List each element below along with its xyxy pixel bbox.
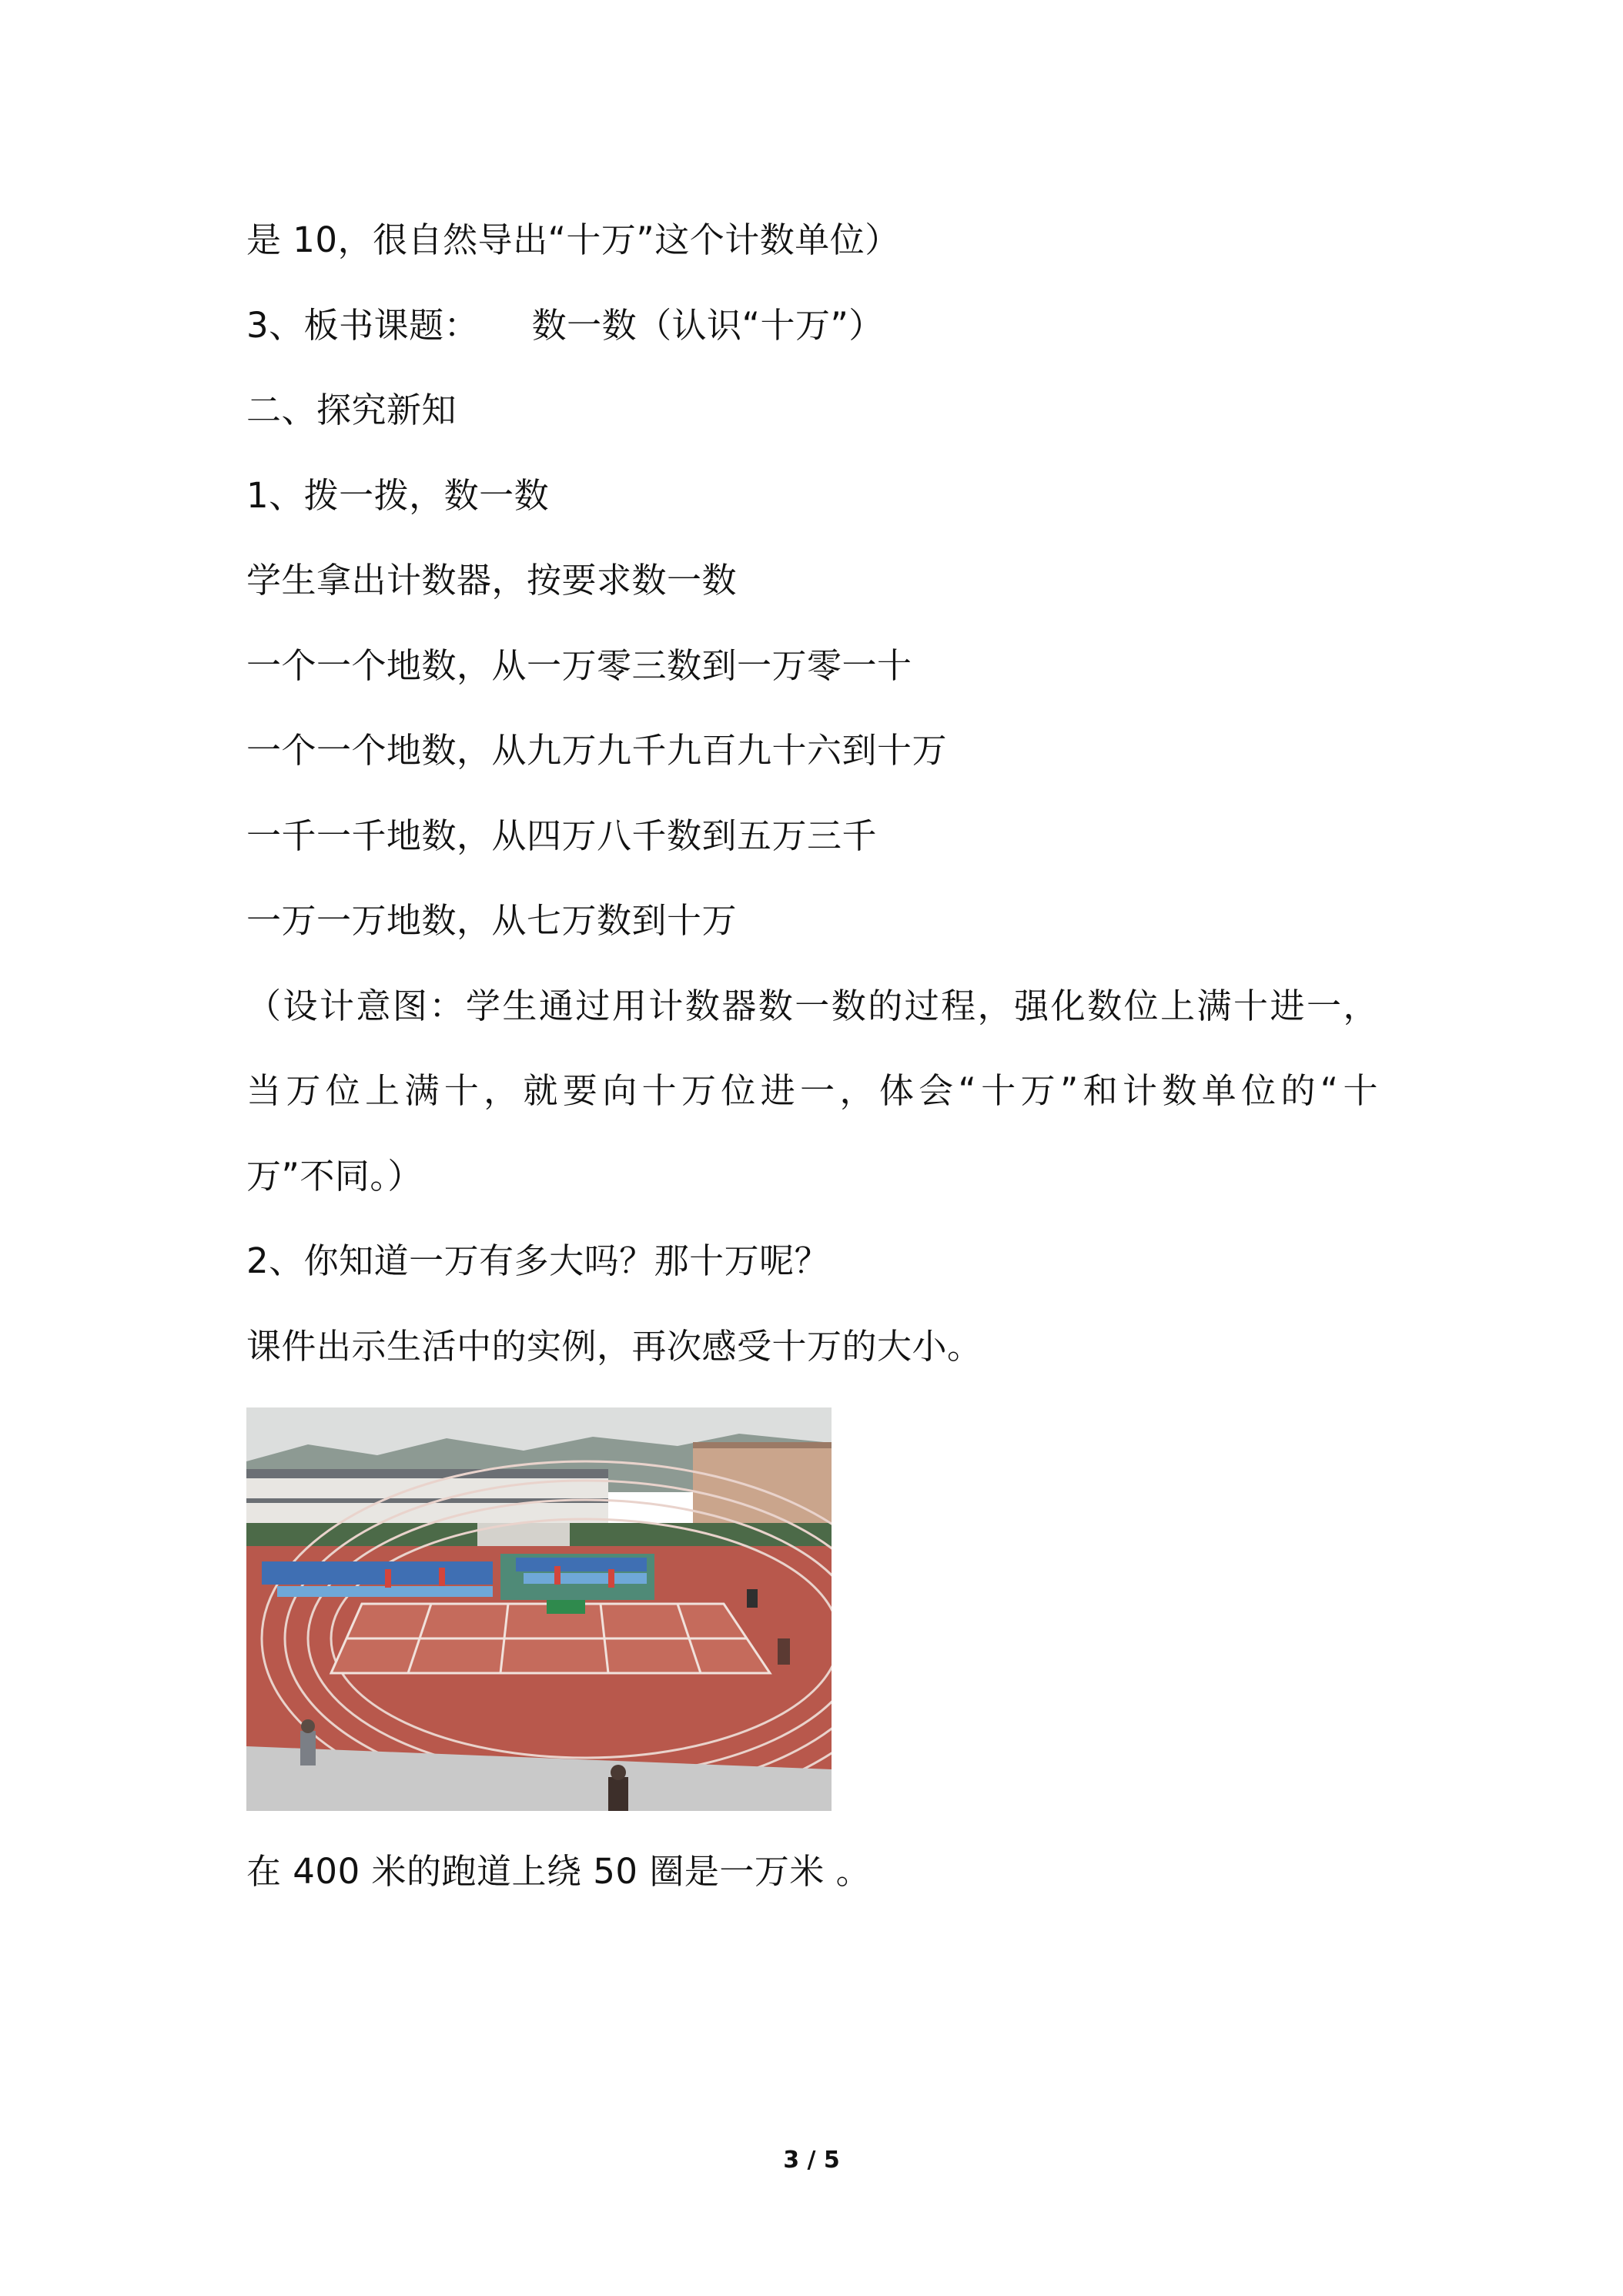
photo-caption: 在 400 米的跑道上绕 50 圈是一万米 。 (246, 1851, 872, 1892)
text-line-7: 一个一个地数，从九万九千九百九十六到十万 (246, 730, 948, 771)
text-line-14: 课件出示生活中的实例，再次感受十万的大小。 (246, 1326, 982, 1367)
text-line-11: 当万位上满十，就要向十万位进一，体会“十万”和计数单位的“十 (246, 1070, 1378, 1111)
text-line-5: 学生拿出计数器，按要求数一数 (246, 560, 738, 601)
text-line-2: 3、板书课题： 数一数（认识“十万”） (246, 305, 884, 346)
text-line-8: 一千一千地数，从四万八千数到五万三千 (246, 815, 878, 856)
text-line-6: 一个一个地数，从一万零三数到一万零一十 (246, 645, 912, 686)
running-track-photo (246, 1407, 832, 1811)
text-line-9: 一万一万地数，从七万数到十万 (246, 900, 738, 941)
text-line-4: 1、拨一拨，数一数 (246, 475, 550, 516)
text-line-10: （设计意图：学生通过用计数器数一数的过程，强化数位上满十进一， (246, 986, 1378, 1026)
text-line-12: 万”不同。） (246, 1156, 423, 1197)
text-line-13: 2、你知道一万有多大吗？那十万呢？ (246, 1240, 830, 1281)
page-number: 3 / 5 (783, 2147, 840, 2174)
text-line-1: 是 10，很自然导出“十万”这个计数单位） (246, 219, 900, 260)
section-heading: 二、探究新知 (246, 390, 457, 430)
